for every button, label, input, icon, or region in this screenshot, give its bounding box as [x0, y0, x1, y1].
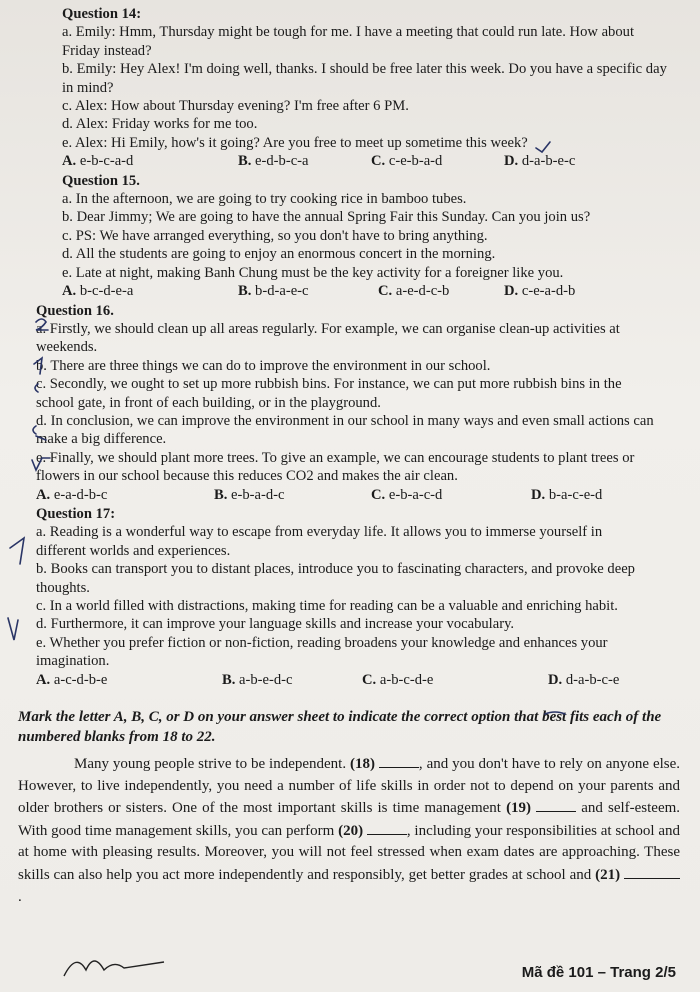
statement-line: Friday instead? [62, 42, 152, 59]
question-15 [62, 172, 680, 301]
option-d[interactable]: D. d-a-b-e-c [504, 153, 576, 170]
answer-options [62, 282, 680, 300]
statement-line: b. Books can transport you to distant places, introduce you to fascinating characters, and provoke deep [36, 561, 635, 578]
statement-line: d. Furthermore, it can improve your language skills and increase your vocabulary. [36, 616, 515, 633]
statement-line: in mind? [62, 79, 114, 96]
reading-passage [18, 753, 680, 908]
blank-number-18: (18) [350, 756, 376, 773]
statement-line: b. Emily: Hey Alex! I'm doing well, thanks. I should be free later this week. Do you have a specific day [62, 61, 667, 78]
statement-line: c. In a world filled with distractions, making time for reading can be a valuable and enriching habit. [36, 598, 618, 614]
blank-21[interactable] [624, 864, 680, 879]
statement-line: flowers in our school because this reduces CO2 and makes the air clean. [36, 468, 458, 485]
answer-options [36, 671, 680, 689]
option-c[interactable]: C. a-e-d-c-b [378, 283, 450, 300]
blank-number-20: (20) [338, 822, 364, 839]
question-title: Question 14: [62, 6, 142, 22]
option-b[interactable]: B. a-b-e-d-c [222, 671, 293, 688]
statement-line: a. In the afternoon, we are going to try cooking rice in bamboo tubes. [62, 191, 467, 208]
option-d[interactable]: D. b-a-c-e-d [531, 486, 603, 503]
statement-line: a. Emily: Hmm, Thursday might be tough for me. I have a meeting that could run late. How about [62, 24, 634, 41]
section-instruction: Mark the letter A, B, C, or D on your answer sheet to indicate the correct option that best fits each of the numbered blanks from 18 to 22. [18, 709, 662, 746]
statement-line: c. Secondly, we ought to set up more rubbish bins. For instance, we can put more rubbish bins in the [36, 376, 622, 393]
statement-line: e. Finally, we should plant more trees. To give an example, we can encourage students to plant trees or [36, 449, 635, 466]
blank-number-21: (21) [595, 867, 621, 883]
option-d[interactable]: D. d-a-b-c-e [548, 671, 620, 688]
option-b[interactable]: B. e-b-a-d-c [214, 486, 285, 503]
statement-line: make a big difference. [36, 431, 167, 448]
statement-line: e. Late at night, making Banh Chung must be the key activity for a foreigner like you. [62, 264, 564, 281]
blank-number-19: (19) [506, 800, 532, 817]
statement-line: different worlds and experiences. [36, 542, 231, 559]
statement-line: a. Reading is a wonderful way to escape from everyday life. It allows you to immerse yourself in [36, 524, 603, 541]
page-footer: Mã đề 101 – Trang 2/5 [521, 963, 676, 981]
statement-line: e. Whether you prefer fiction or non-fiction, reading broadens your knowledge and enhances your [36, 634, 608, 651]
option-c[interactable]: C. c-e-b-a-d [371, 153, 443, 170]
statement-line: d. In conclusion, we can improve the environment in our school in many ways and even small actions can [36, 412, 654, 429]
question-16 [36, 302, 680, 504]
statement-line: weekends. [36, 339, 98, 356]
blank-18[interactable] [379, 753, 419, 768]
blank-20[interactable] [367, 820, 407, 835]
statement-line: d. All the students are going to enjoy an enormous concert in the morning. [62, 246, 496, 263]
option-a[interactable]: A. e-a-d-b-c [36, 486, 108, 503]
answer-options [62, 152, 680, 170]
passage-text: , including your responsibilities at school and at home with pleasing results. Moreover, you will not feel stressed when exam dates are approaching. These skills can also help you act more independently and responsibly, get better grades at school and [18, 822, 680, 883]
option-a[interactable]: A. a-c-d-b-e [36, 671, 108, 688]
statement-line: b. There are three things we can do to improve the environment in our school. [36, 357, 491, 374]
statement-line: c. PS: We have arranged everything, so you don't have to bring anything. [62, 227, 488, 244]
answer-options [36, 486, 680, 504]
statement-line: c. Alex: How about Thursday evening? I'm free after 6 PM. [62, 98, 409, 115]
option-a[interactable]: A. e-b-c-a-d [62, 153, 134, 170]
statement-line: b. Dear Jimmy; We are going to have the annual Spring Fair this Sunday. Can you join us? [62, 209, 591, 226]
blank-19[interactable] [536, 797, 576, 812]
statement-line: e. Alex: Hi Emily, how's it going? Are you free to meet up sometime this week? [62, 134, 528, 151]
statement-line: imagination. [36, 653, 110, 670]
question-17 [36, 505, 680, 689]
option-c[interactable]: C. e-b-a-c-d [371, 486, 443, 503]
statement-line: a. Firstly, we should clean up all areas regularly. For example, we can organise clean-up activities at [36, 320, 620, 337]
option-b[interactable]: B. b-d-a-e-c [238, 283, 309, 300]
statement-line: d. Alex: Friday works for me too. [62, 116, 258, 133]
option-c[interactable]: C. a-b-c-d-e [362, 671, 434, 688]
statement-line: thoughts. [36, 579, 90, 596]
passage-text: Many young people strive to be independent. [74, 756, 347, 773]
statement-line: school gate, in front of each building, or in the playground. [36, 394, 381, 411]
question-14 [62, 5, 680, 171]
passage-text: and self-esteem. With good time management skills, you can perform [18, 800, 681, 839]
question-title: Question 15. [62, 172, 140, 189]
question-title: Question 17: [36, 505, 116, 522]
passage-text: , and you don't have to rely on anyone else. However, to live independently, you need a number of life skills in order not to depend on your parents and older brothers or sisters. One of the most important skills is time management [18, 756, 681, 817]
option-b[interactable]: B. e-d-b-c-a [238, 153, 309, 170]
signature-mark [60, 946, 180, 986]
option-d[interactable]: D. c-e-a-d-b [504, 283, 576, 300]
option-a[interactable]: A. b-c-d-e-a [62, 283, 134, 300]
passage-text: . [18, 888, 22, 905]
question-title: Question 16. [36, 302, 114, 319]
